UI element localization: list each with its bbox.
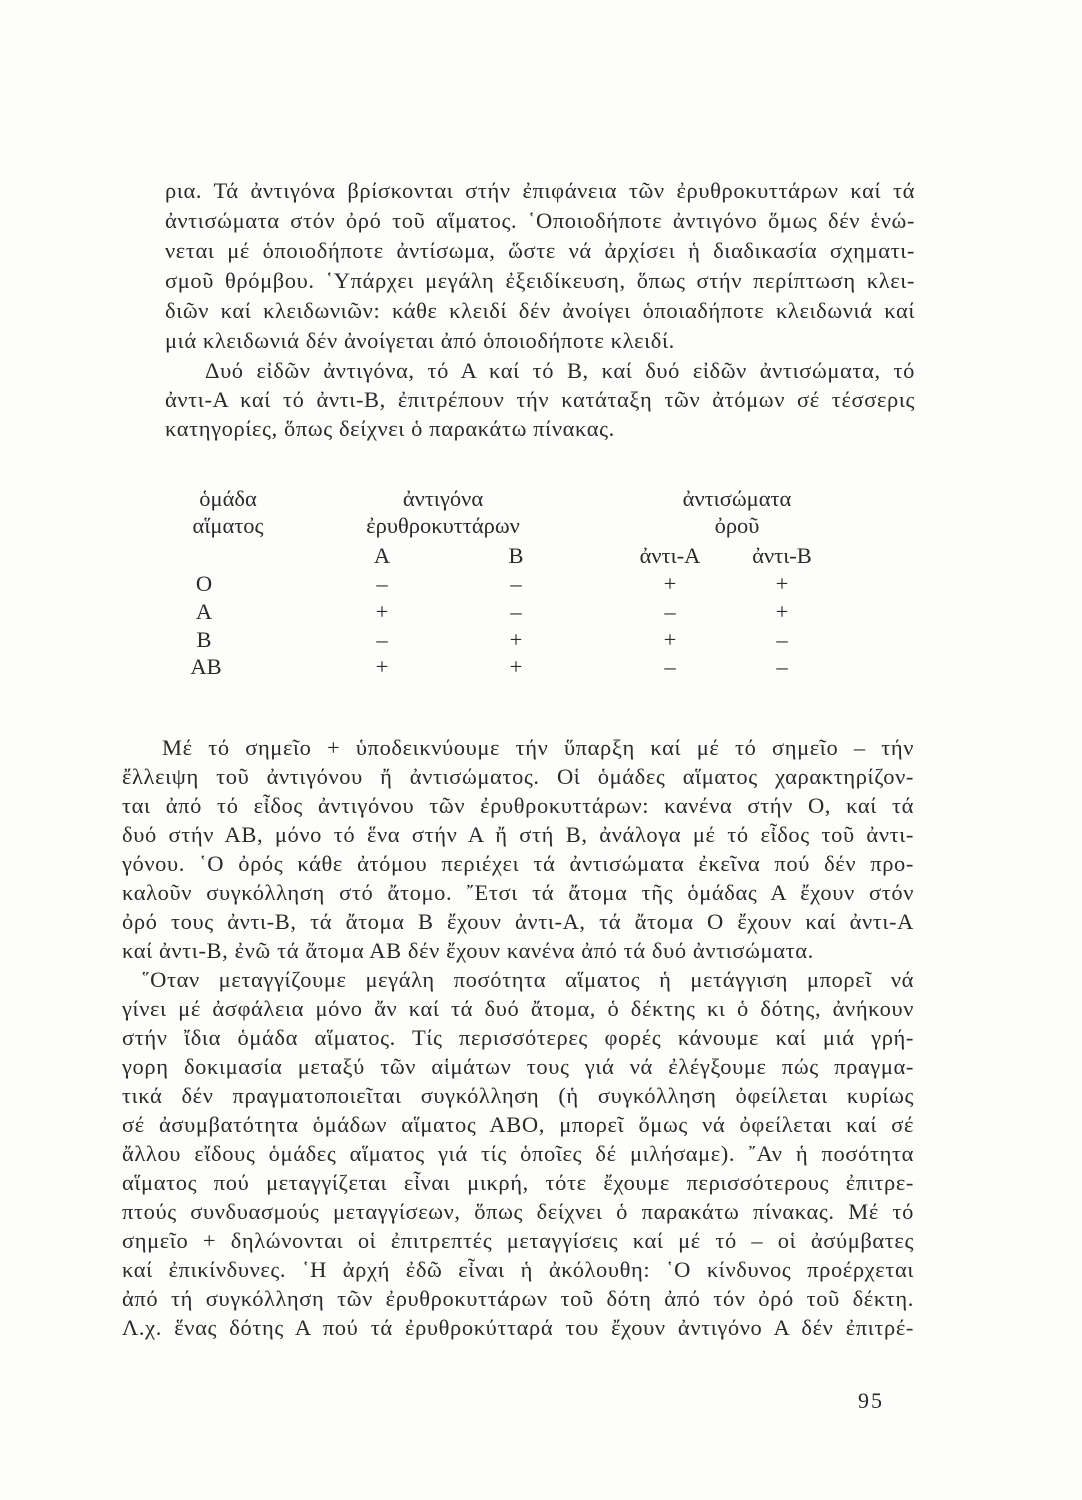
text-line: ται ἀπό τό εἶδος ἀντιγόνου τῶν ἐρυθροκυττάρων: κανένα στήν Ο, καί τά — [122, 793, 914, 818]
text-line: δυό στήν ΑΒ, μόνο τό ἕνα στήν Α ἤ στή Β, ἀνάλογα μέ τό εἶδος τοῦ ἀντι- — [122, 822, 914, 847]
text-line: διῶν καί κλειδωνιῶν: κάθε κλειδί δέν ἀνοίγει ὁποιαδήποτε κλειδωνιά καί — [165, 298, 915, 323]
table-cell: – — [664, 599, 676, 624]
column-header: Β — [508, 543, 524, 568]
text-line: Δυό εἰδῶν ἀντιγόνα, τό Α καί τό Β, καί δυό εἰδῶν ἀντισώματα, τό — [205, 358, 915, 383]
table-header: αἵματος — [192, 513, 264, 538]
column-header: ἀντι-Β — [752, 543, 812, 568]
text-line: ἀντισώματα στόν ὀρό τοῦ αἵματος. ῾Οποιοδήποτε ἀντιγόνο ὅμως δέν ἑνώ- — [165, 208, 915, 233]
table-header: ὀροῦ — [714, 513, 760, 538]
text-line: ῞Οταν μεταγγίζουμε μεγάλη ποσότητα αἵματος ἡ μετάγγιση μπορεῖ νά — [142, 967, 914, 992]
row-label: Β — [196, 627, 212, 652]
text-line: μιά κλειδωνιά δέν ἀνοίγεται ἀπό ὁποιοδήποτε κλειδί. — [165, 328, 675, 353]
text-line: πτούς συνδυασμούς μεταγγίσεων, ὅπως δείχνει ὁ παρακάτω πίνακας. Μέ τό — [122, 1199, 914, 1224]
table-cell: – — [776, 654, 788, 679]
text-line: Μέ τό σημεῖο + ὑποδεικνύουμε τήν ὕπαρξη καί μέ τό σημεῖο – τήν — [162, 735, 914, 760]
table-cell: – — [376, 571, 388, 596]
table-header: ἀντισώματα — [682, 486, 792, 511]
text-line: νεται μέ ὁποιοδήποτε ἀντίσωμα, ὥστε νά ἀρχίσει ἡ διαδικασία σχηματι- — [165, 238, 915, 263]
table-cell: – — [776, 627, 788, 652]
table-cell: – — [664, 654, 676, 679]
text-line: καί ἀντι-Β, ἐνῶ τά ἄτομα ΑΒ δέν ἔχουν κανένα ἀπό τά δυό ἀντισώματα. — [122, 938, 814, 963]
text-line: στήν ἴδια ὁμάδα αἵματος. Τίς περισσότερες φορές κάνουμε καί μιά γρή- — [122, 1025, 914, 1050]
table-cell: + — [775, 571, 789, 596]
row-label: Ο — [195, 571, 213, 596]
text-line: ἀπό τή συγκόλληση τῶν ἐρυθροκυττάρων τοῦ δότη ἀπό τόν ὀρό τοῦ δέκτη. — [122, 1286, 914, 1311]
text-line: σημεῖο + δηλώνονται οἱ ἐπιτρεπτές μεταγγίσεις καί μέ τό – οἱ ἀσύμβατες — [122, 1228, 914, 1253]
text-line: ἔλλειψη τοῦ ἀντιγόνου ἤ ἀντισώματος. Οἱ ὁμάδες αἵματος χαρακτηρίζον- — [122, 764, 914, 789]
table-cell: – — [376, 627, 388, 652]
text-line: ἀντι-Α καί τό ἀντι-Β, ἐπιτρέπουν τήν κατάταξη τῶν ἀτόμων σέ τέσσερις — [165, 387, 915, 412]
table-header: ἀντιγόνα — [402, 486, 484, 511]
table-header: ἐρυθροκυττάρων — [366, 513, 520, 538]
text-line: κατηγορίες, ὅπως δείχνει ὁ παρακάτω πίνακας. — [165, 416, 615, 441]
table-cell: + — [509, 654, 523, 679]
text-line: ἄλλου εἴδους ὁμάδες αἵματος γιά τίς ὁποῖες δέ μιλήσαμε). ῎Αν ἡ ποσότητα — [122, 1141, 914, 1166]
table-cell: – — [510, 571, 522, 596]
text-line: τικά δέν πραγματοποιεῖται συγκόλληση (ἡ συγκόλληση ὀφείλεται κυρίως — [122, 1083, 914, 1108]
table-header: ὁμάδα — [199, 486, 257, 511]
page-number: 95 — [858, 1388, 884, 1413]
column-header: Α — [373, 543, 391, 568]
table-cell: + — [375, 654, 389, 679]
text-line: γίνει μέ ἀσφάλεια μόνο ἄν καί τά δυό ἄτομα, ὁ δέκτης κι ὁ δότης, ἀνήκουν — [122, 996, 914, 1021]
row-label: Α — [195, 599, 213, 624]
table-cell: – — [510, 599, 522, 624]
text-line: ὀρό τους ἀντι-Β, τά ἄτομα Β ἔχουν ἀντι-Α, τά ἄτομα Ο ἔχουν καί ἀντι-Α — [122, 909, 914, 934]
text-line: καλοῦν συγκόλληση στό ἄτομο. ῎Ετσι τά ἄτομα τῆς ὁμάδας Α ἔχουν στόν — [122, 880, 914, 905]
text-line: Λ.χ. ἕνας δότης Α πού τά ἐρυθροκύτταρά του ἔχουν ἀντιγόνο Α δέν ἐπιτρέ- — [122, 1315, 914, 1340]
column-header: ἀντι-Α — [639, 543, 701, 568]
text-line: γορη δοκιμασία μεταξύ τῶν αἱμάτων τους γιά νά ἐλέγξουμε πώς πραγμα- — [122, 1054, 914, 1079]
table-cell: + — [375, 599, 389, 624]
table-cell: + — [663, 571, 677, 596]
text-line: αἵματος πού μεταγγίζεται εἶναι μικρή, τότε ἔχουμε περισσότερους ἐπιτρε- — [122, 1170, 914, 1195]
text-line: καί ἐπικίνδυνες. ῾Η ἀρχή ἐδῶ εἶναι ἡ ἀκόλουθη: ῾Ο κίνδυνος προέρχεται — [122, 1257, 914, 1282]
text-line: ρια. Τά ἀντιγόνα βρίσκονται στήν ἐπιφάνεια τῶν ἐρυθροκυττάρων καί τά — [165, 178, 915, 203]
text-line: σμοῦ θρόμβου. ῾Υπάρχει μεγάλη ἐξειδίκευση, ὅπως στήν περίπτωση κλει- — [165, 268, 915, 293]
text-line: σέ ἀσυμβατότητα ὁμάδων αἵματος ΑΒΟ, μπορεῖ ὅμως νά ὀφείλεται καί σέ — [122, 1112, 914, 1137]
text-line: γόνου. ῾Ο ὀρός κάθε ἀτόμου περιέχει τά ἀντισώματα ἐκεῖνα πού δέν προ- — [122, 851, 914, 876]
table-cell: + — [775, 599, 789, 624]
table-cell: + — [509, 627, 523, 652]
row-label: ΑΒ — [190, 654, 222, 679]
table-cell: + — [663, 627, 677, 652]
